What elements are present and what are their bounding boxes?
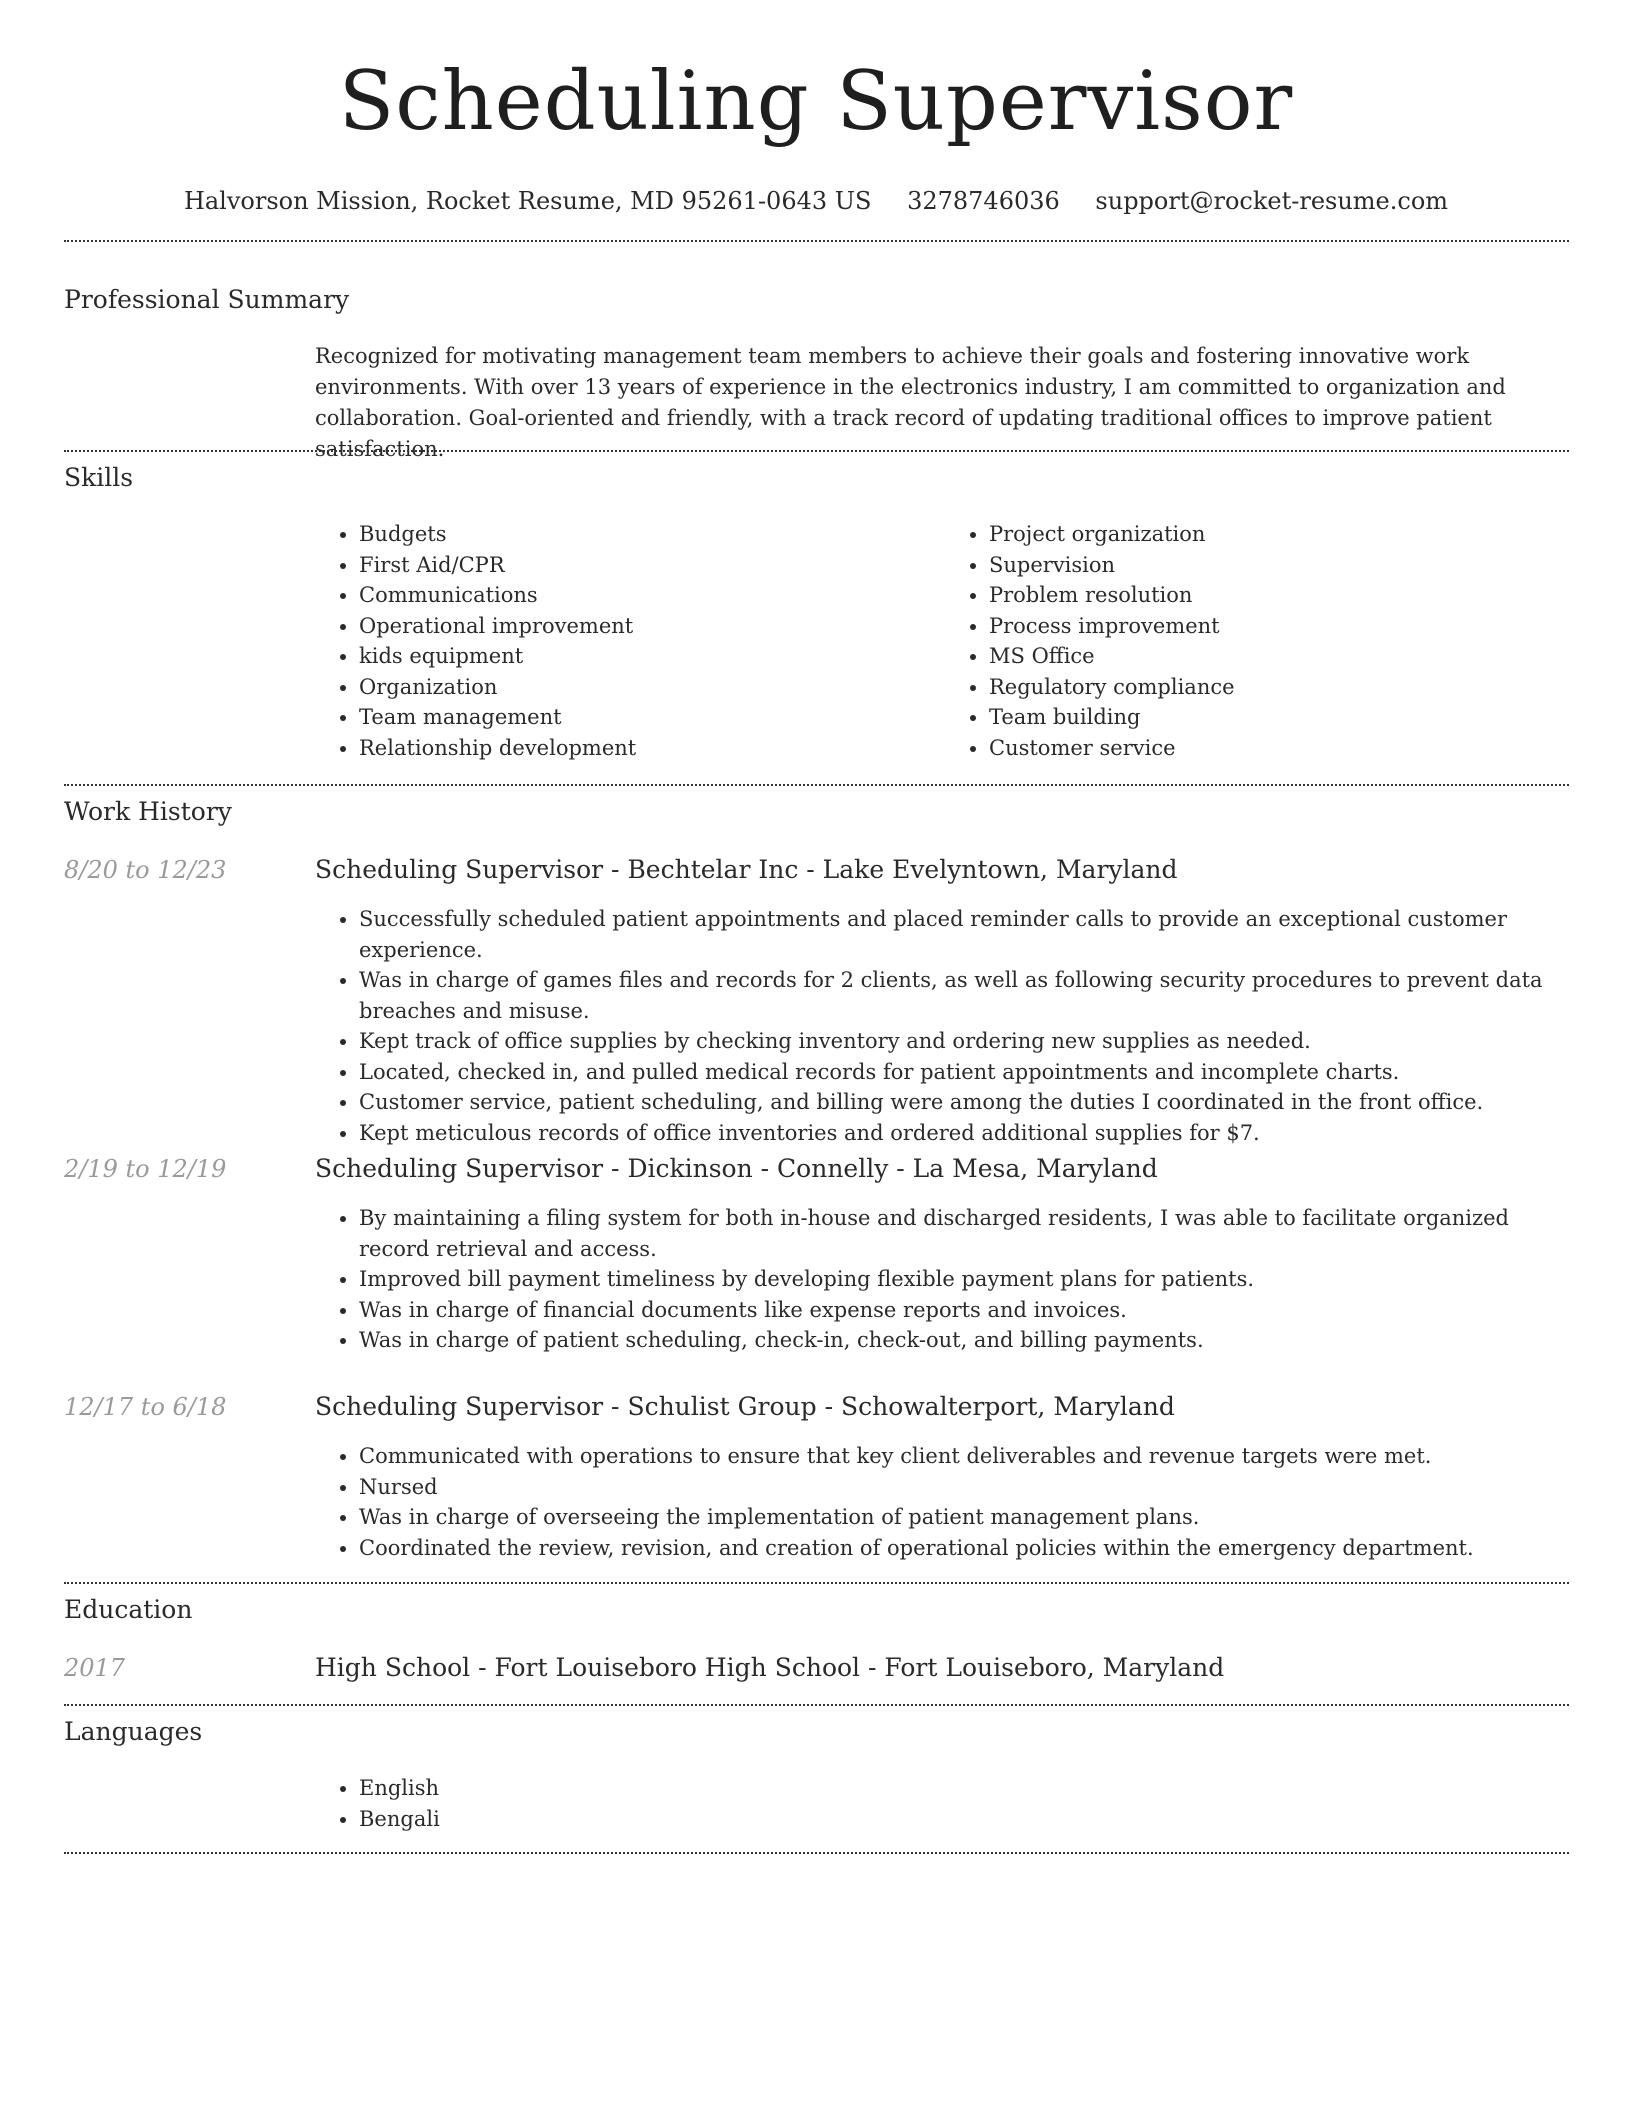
job-bullet: • Successfully scheduled patient appointments and placed reminder calls to provide an exceptional customer experience.: [359, 904, 1575, 965]
job-dates: 2/19 to 12/19: [64, 1155, 227, 1183]
job-bullet: • Improved bill payment timeliness by developing flexible payment plans for patients.: [359, 1264, 1575, 1295]
contact-line: [0, 186, 1632, 216]
candidate-name: Scheduling Supervisor: [338, 55, 1294, 149]
skill-item: • kids equipment: [359, 641, 945, 672]
job-bullet: • Kept meticulous records of office inventories and ordered additional supplies for $7.: [359, 1118, 1575, 1149]
skill-item: • Team building: [989, 702, 1575, 733]
skill-item: • Team management: [359, 702, 945, 733]
job-bullet: • Coordinated the review, revision, and creation of operational policies within the emergency department.: [359, 1533, 1575, 1564]
contact-address: Halvorson Mission, Rocket Resume, MD 95261-0643 US: [183, 187, 872, 215]
skill-item: • Customer service: [989, 733, 1575, 764]
divider: [64, 1852, 1569, 1854]
section-title-skills: Skills: [64, 463, 134, 492]
skill-item: • Communications: [359, 580, 945, 611]
job-bullet: • By maintaining a filing system for both in-house and discharged residents, I was able to facilitate organized record retrieval and access.: [359, 1203, 1575, 1264]
job-bullets: [315, 904, 1575, 1148]
job-bullet: • Was in charge of overseeing the implementation of patient management plans.: [359, 1502, 1575, 1533]
divider: [64, 1582, 1569, 1584]
job-dates: 8/20 to 12/23: [64, 856, 227, 884]
job-bullet: • Was in charge of patient scheduling, check-in, check-out, and billing payments.: [359, 1325, 1575, 1356]
job-bullet: • Customer service, patient scheduling, and billing were among the duties I coordinated in the front office.: [359, 1087, 1575, 1118]
education-heading: High School - Fort Louiseboro High School - Fort Louiseboro, Maryland: [315, 1653, 1225, 1682]
skills-list: [315, 519, 1575, 763]
skill-item: • Organization: [359, 672, 945, 703]
job-heading: Scheduling Supervisor - Schulist Group - Schowalterport, Maryland: [315, 1392, 1175, 1421]
job-bullet: • Was in charge of games files and records for 2 clients, as well as following security procedures to prevent data breaches and misuse.: [359, 965, 1575, 1026]
skill-item: • Budgets: [359, 519, 945, 550]
job-heading: Scheduling Supervisor - Dickinson - Connelly - La Mesa, Maryland: [315, 1154, 1158, 1183]
job-heading: Scheduling Supervisor - Bechtelar Inc - Lake Evelyntown, Maryland: [315, 855, 1178, 884]
divider: [64, 784, 1569, 786]
section-title-languages: Languages: [64, 1717, 203, 1746]
section-title-education: Education: [64, 1595, 193, 1624]
job-bullet: • Located, checked in, and pulled medical records for patient appointments and incomplete charts.: [359, 1057, 1575, 1088]
job-bullet: • Communicated with operations to ensure that key client deliverables and revenue targets were met.: [359, 1441, 1575, 1472]
skill-item: • Problem resolution: [989, 580, 1575, 611]
skill-item: • Regulatory compliance: [989, 672, 1575, 703]
job-dates: 12/17 to 6/18: [64, 1393, 227, 1421]
skill-item: • Relationship development: [359, 733, 945, 764]
divider: [64, 1704, 1569, 1706]
job-bullet: • Was in charge of financial documents like expense reports and invoices.: [359, 1295, 1575, 1326]
skill-item: • First Aid/CPR: [359, 550, 945, 581]
job-bullet: • Nursed: [359, 1472, 1575, 1503]
skill-item: • Supervision: [989, 550, 1575, 581]
skills-column-right: [945, 519, 1575, 763]
divider: [64, 450, 1569, 452]
language-item: • English: [359, 1773, 1575, 1804]
contact-phone: 3278746036: [907, 187, 1060, 215]
skill-item: • MS Office: [989, 641, 1575, 672]
section-title-summary: Professional Summary: [64, 285, 350, 314]
languages-list: [315, 1773, 1575, 1834]
skill-item: • Project organization: [989, 519, 1575, 550]
divider: [64, 240, 1569, 242]
section-title-work: Work History: [64, 797, 232, 826]
contact-email: support@rocket-resume.com: [1095, 187, 1449, 215]
job-bullets: [315, 1203, 1575, 1356]
education-year: 2017: [64, 1654, 126, 1682]
summary-text: Recognized for motivating management team members to achieve their goals and fostering innovative work environments. With over 13 years of experience in the electronics industry, I am committed to organization and collaboration. Goal-oriented and friendly, with a track record of updating traditional offices to improve patient satisfaction.: [315, 344, 1506, 461]
skill-item: • Process improvement: [989, 611, 1575, 642]
job-bullets: [315, 1441, 1575, 1563]
skill-item: • Operational improvement: [359, 611, 945, 642]
skills-column-left: [315, 519, 945, 763]
job-bullet: • Kept track of office supplies by checking inventory and ordering new supplies as needed.: [359, 1026, 1575, 1057]
language-item: • Bengali: [359, 1804, 1575, 1835]
